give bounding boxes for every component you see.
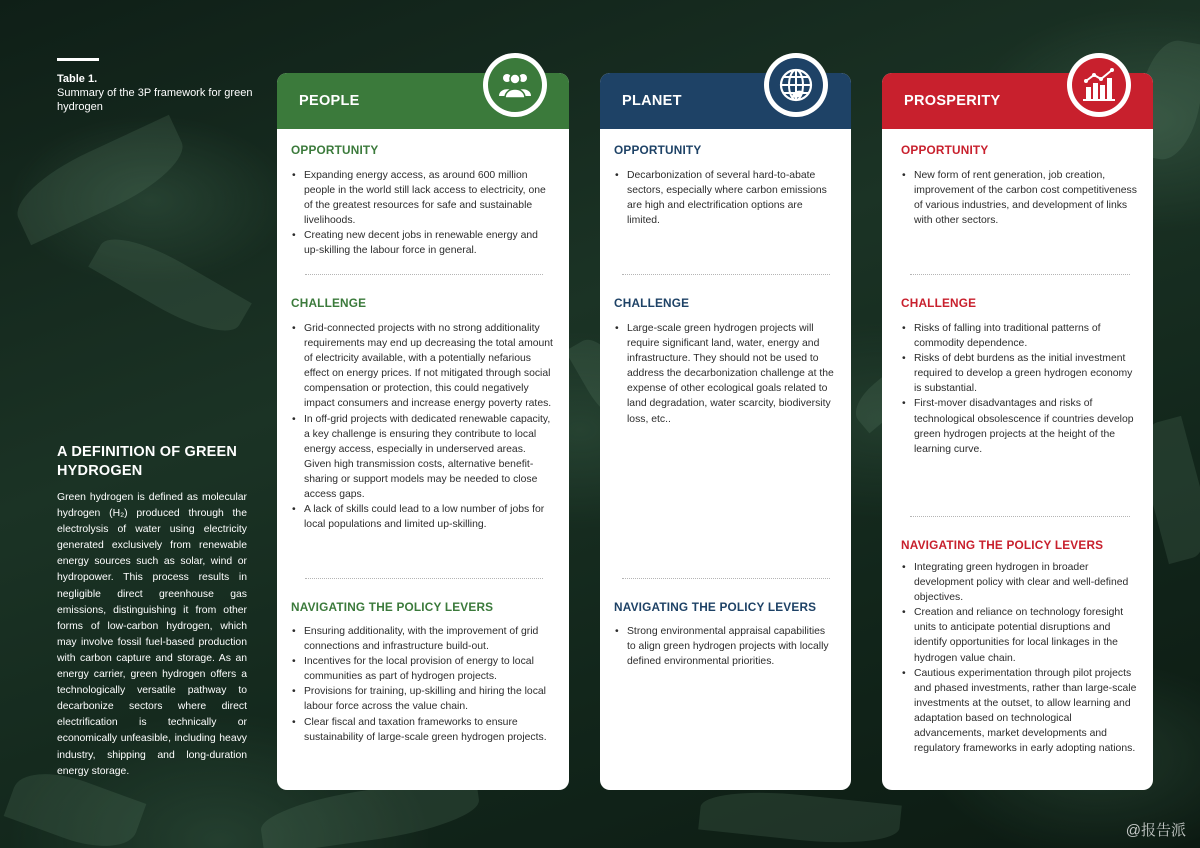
divider [305,274,543,275]
bar-chart-icon [1080,67,1118,103]
prosperity-challenge-title: CHALLENGE [901,296,977,310]
list-item: • Strong environmental appraisal capabilities to align green hydrogen projects with locally defined environmental priorities. [614,624,836,669]
globe-icon [778,67,814,103]
list-item: • First-mover disadvantages and risks of technological obsolescence if countries develop green hydrogen projects at the height of the learning curve. [901,396,1141,456]
definition-title: A DEFINITION OF GREEN HYDROGEN [57,444,238,479]
prosperity-icon-badge [1067,53,1131,117]
list-item: • New form of rent generation, job creation, improvement of the carbon cost competitiveness of various industries, and development of links with other sectors. [901,168,1141,228]
list-item: • A lack of skills could lead to a low number of jobs for local populations and limited up-skilling. [291,502,553,532]
people-levers-title: NAVIGATING THE POLICY LEVERS [291,600,494,614]
planet-opportunity-list [614,168,836,228]
list-item: • Risks of debt burdens as the initial investment required to develop a green hydrogen economy is substantial. [901,351,1141,396]
planet-opportunity-title: OPPORTUNITY [614,143,702,157]
planet-challenge-title: CHALLENGE [614,296,690,310]
definition-body: Green hydrogen is defined as molecular hydrogen (H₂) produced through the electrolysis of water using electricity generated exclusively from renewable energy sources such as solar, wind or hydropower. This process results in negligible direct greenhouse gas emissions, distinguishing it from other forms of low-carbon hydrogen, which may involve fossil fuel-based production with carbon capture and storage. As an energy carrier, green hydrogen offers a technologically versatile pathway to decarbonize sectors where direct electrification is technically or economically unfeasible, including heavy industry, shipping and long-duration energy storage. [57,492,247,777]
table-caption: Summary of the 3P framework for green hydrogen [57,87,253,113]
list-item: • Cautious experimentation through pilot projects and phased investments, rather than large-scale investments at the outset, to allow learning and adaptation based on technological advancements, market developments and regulatory frameworks in early adopting nations. [901,666,1141,757]
divider [622,274,830,275]
prosperity-challenge-list [901,321,1141,457]
planet-levers-title: NAVIGATING THE POLICY LEVERS [614,600,817,614]
table-label [57,72,257,114]
prosperity-card-title: PROSPERITY [904,93,1001,109]
planet-icon-badge [764,53,828,117]
planet-levers-list [614,624,836,669]
list-item: • In off-grid projects with dedicated renewable capacity, a key challenge is ensuring they contribute to local energy access, especially in underserved areas. Given high transmission costs, alternative benefit-sharing or support models may be needed to close access gaps. [291,412,553,503]
list-item: • Creating new decent jobs in renewable energy and up-skilling the labour force in general. [291,228,553,258]
list-item: • Creation and reliance on technology foresight units to anticipate potential disruptions and identify opportunities for local linkages in the hydrogen value chain. [901,605,1141,665]
planet-challenge-list [614,321,836,427]
divider [910,516,1130,517]
people-challenge-list [291,321,553,532]
list-item: • Integrating green hydrogen in broader development policy with clear and well-defined objectives. [901,560,1141,605]
list-item: • Grid-connected projects with no strong additionality requirements may end up decreasing the total amount of electricity available, with a potentially nefarious effect on energy prices. If not mitigated through social compensation or protection, this could negatively impact consumers and increase energy poverty rates. [291,321,553,412]
people-card [277,73,569,790]
people-icon-badge [483,53,547,117]
people-icon [497,70,533,100]
list-item: • Risks of falling into traditional patterns of commodity dependence. [901,321,1141,351]
list-item: • Ensuring additionality, with the improvement of grid connections and infrastructure build-out. [291,624,553,654]
watermark: @报告派 [1125,822,1186,839]
people-opportunity-list [291,168,553,259]
prosperity-levers-list [901,560,1141,756]
people-levers-list [291,624,553,745]
divider [622,578,830,579]
accent-bar [57,58,99,61]
list-item: • Expanding energy access, as around 600 million people in the world still lack access to electricity, one of the greatest resources for safe and sustainable livelihoods. [291,168,553,228]
divider [910,274,1130,275]
prosperity-opportunity-title: OPPORTUNITY [901,143,989,157]
prosperity-levers-title: NAVIGATING THE POLICY LEVERS [901,538,1104,552]
people-challenge-title: CHALLENGE [291,296,367,310]
people-opportunity-title: OPPORTUNITY [291,143,379,157]
list-item: • Provisions for training, up-skilling and hiring the local labour force across the value chain. [291,684,553,714]
people-card-title: PEOPLE [299,93,360,109]
list-item: • Incentives for the local provision of energy to local communities as part of hydrogen projects. [291,654,553,684]
list-item: • Large-scale green hydrogen projects will require significant land, water, energy and infrastructure. They should not be used to address the decarbonization challenge at the expense of other ecological goals related to land degradation, water scarcity, biodiversity loss, etc.. [614,321,836,427]
planet-card-title: PLANET [622,93,682,109]
divider [305,578,543,579]
prosperity-card [882,73,1153,790]
planet-card [600,73,851,790]
list-item: • Decarbonization of several hard-to-abate sectors, especially where carbon emissions are high and electrification options are limited. [614,168,836,228]
list-item: • Clear fiscal and taxation frameworks to ensure sustainability of large-scale green hydrogen projects. [291,715,553,745]
prosperity-opportunity-list [901,168,1141,228]
table-number: Table 1. [57,73,98,85]
